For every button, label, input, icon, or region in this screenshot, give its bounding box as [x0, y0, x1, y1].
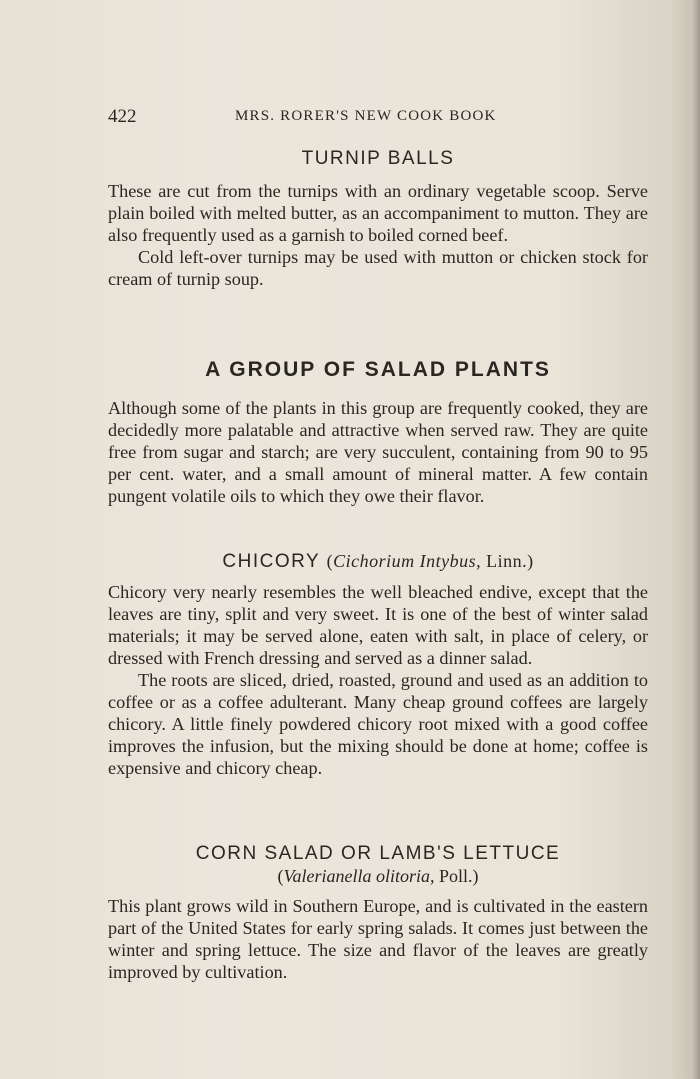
- salad-plants-section: [108, 397, 648, 507]
- paragraph: The roots are sliced, dried, roasted, ground and used as an addition to coffee or as a coffee adulterant. Many cheap ground coffees are largely chicory. A little finely powdered chicory root mixed with a good coffee improves the infusion, but the mixing should be done at home; coffee is expensive and chicory cheap.: [108, 670, 648, 778]
- chicory-heading-line: [108, 551, 648, 573]
- chicory-section: [108, 581, 648, 779]
- chicory-heading: CHICORY: [222, 551, 320, 572]
- corn-salad-section: [108, 895, 648, 983]
- sci-name: Valerianella olitoria,: [283, 866, 435, 886]
- paragraph: This plant grows wild in Southern Europe, and is cultivated in the eastern part of the United States for early spring salads. It comes just between the winter and spring lettuce. The size and flavor of the leaves are greatly improved by cultivation.: [108, 896, 648, 982]
- running-head: MRS. RORER'S NEW COOK BOOK: [235, 108, 497, 124]
- paragraph: These are cut from the turnips with an ordinary vegetable scoop. Serve plain boiled with melted butter, as an accompaniment to mutton. They are also frequently used as a garnish to boiled corned beef.: [108, 181, 648, 245]
- paragraph: Chicory very nearly resembles the well bleached endive, except that the leaves are tiny, split and very sweet. It is one of the best of winter salad materials; it may be served alone, eaten with salt, in place of celery, or dressed with French dressing and served as a dinner salad.: [108, 582, 648, 668]
- sci-author: Poll.): [434, 866, 479, 886]
- salad-plants-heading: A GROUP OF SALAD PLANTS: [205, 358, 551, 381]
- page-header: [108, 106, 648, 130]
- turnip-balls-section: [108, 180, 648, 290]
- sci-name: Cichorium Intybus,: [333, 551, 482, 571]
- corn-salad-scientific-name: [108, 866, 648, 887]
- corn-salad-heading: CORN SALAD OR LAMB'S LETTUCE: [195, 843, 561, 864]
- sci-open-paren: (: [277, 866, 284, 886]
- page-number: 422: [108, 106, 137, 127]
- page-edge-shadow: [692, 0, 700, 1079]
- turnip-balls-heading: TURNIP BALLS: [301, 148, 455, 169]
- paragraph: Cold left-over turnips may be used with mutton or chicken stock for cream of turnip soup.: [108, 247, 648, 289]
- paragraph: Although some of the plants in this group are frequently cooked, they are decidedly more palatable and attractive when served raw. They are quite free from sugar and starch; are very succulent, containing from 90 to 95 per cent. water, and a small amount of mineral matter. A few contain pungent volatile oils to which they owe their flavor.: [108, 398, 648, 506]
- sci-open-paren: (: [326, 551, 334, 571]
- chicory-scientific-name: [327, 551, 534, 571]
- sci-author: Linn.): [481, 551, 534, 571]
